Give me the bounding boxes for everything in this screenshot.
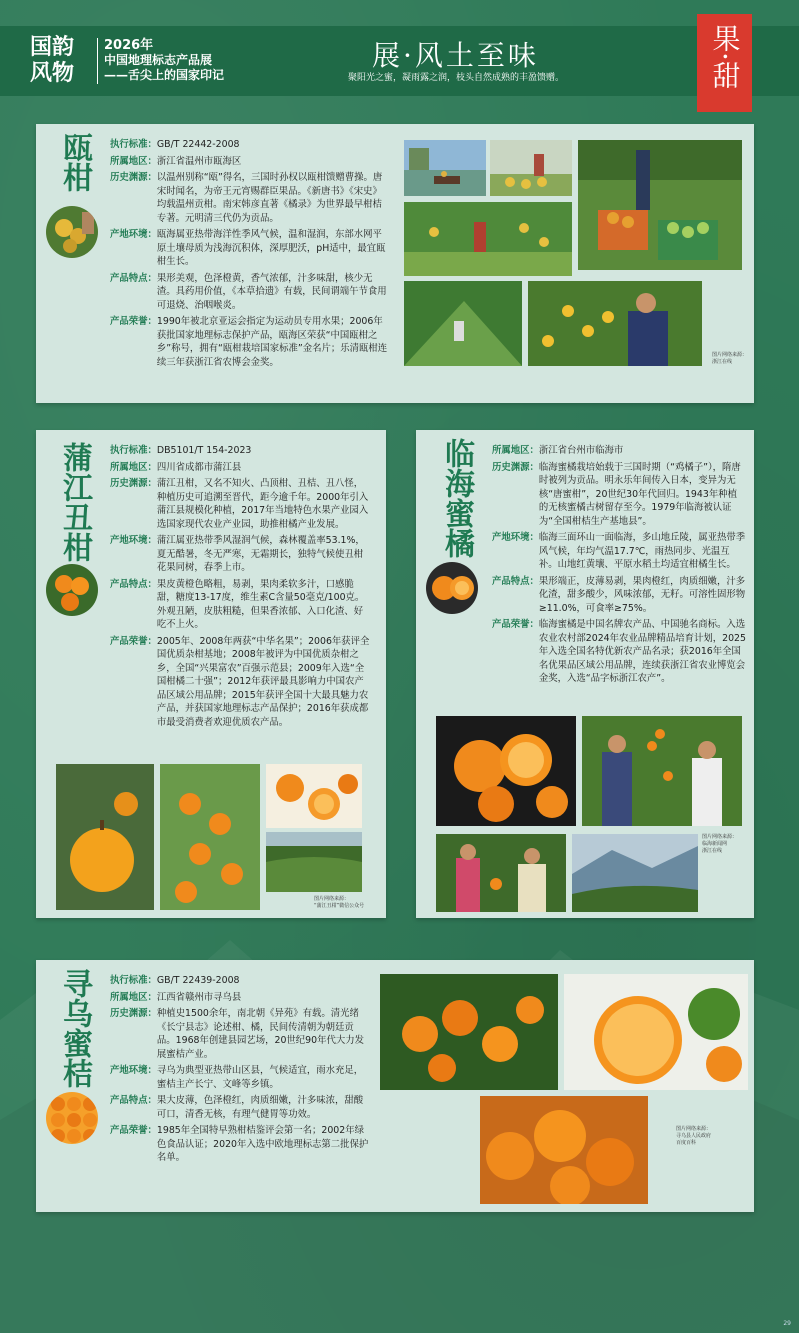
section-title: 展·风土至味 — [372, 39, 539, 72]
field-value: 种植史1500余年，南北朝《异苑》有载。清光绪《长宁县志》论述柑、橘，民间传清朝为朝廷贡品。1968年创建县园艺场，20世纪90年代大力发展蜜桔产业。 — [156, 1008, 364, 1060]
credit-source: “蒲江丑柑”微信公众号 — [314, 903, 365, 909]
field-value: 果皮黄橙色略粗，易剥，果肉柔软多汁，口感脆甜，糖度13-17度，维生素C含量50毫克/100克。外观丑陋，皮肤粗糙，但果香浓郁、入口化渣、好吃不上火。 — [156, 578, 365, 630]
field-honors — [110, 315, 390, 369]
photo-chougan-tree — [160, 764, 260, 910]
field-value: DB5101/T 154-2023 — [156, 445, 252, 456]
product-emblem-photo — [46, 564, 98, 616]
field-value: 瓯海属亚热带海洋性季风气候，温和湿润，东部水网平原土壤母质为浅海沉积体，深厚肥沃，pH适中，最宜瓯柑生长。 — [156, 229, 386, 267]
field-features — [492, 575, 746, 616]
field-features — [110, 272, 390, 313]
product-fields — [110, 974, 372, 1168]
photo-chougan-orchard — [266, 832, 362, 892]
photo-farmer-with-fruit — [528, 281, 702, 366]
field-label: 所属地区： — [110, 155, 157, 167]
credit-source: 寻乌县人民政府 — [676, 1133, 712, 1139]
photo-credit — [314, 896, 364, 910]
field-value: GB/T 22442-2008 — [156, 139, 240, 150]
credit-label: 图片网络来源： — [676, 1126, 712, 1132]
credit-source: 浙江在线 — [702, 848, 723, 854]
field-standard — [110, 444, 372, 458]
field-label: 产地环境： — [110, 535, 157, 546]
photo-credit — [676, 1126, 711, 1147]
category-tag-text: 果·甜 — [708, 24, 742, 89]
credit-label: 图片网络来源： — [712, 352, 748, 358]
product-fields — [110, 444, 372, 732]
field-value: 1990年被北京亚运会指定为运动员专用水果；2006年获批国家地理标志保护产品，瓯海区荣获“中国瓯柑之乡”称号，拥有“瓯柑栽培国家标准”金名片；乐清瓯柑连续三年获浙江省农博会金奖。 — [156, 316, 388, 368]
photo-harvest-crates — [578, 140, 742, 270]
product-emblem-photo — [46, 1092, 98, 1144]
field-value: 江西省赣州市寻乌县 — [156, 991, 242, 1003]
field-region — [492, 444, 746, 458]
field-environment — [492, 531, 746, 572]
field-label: 产品特点： — [492, 575, 539, 587]
expo-title-block — [104, 38, 224, 83]
product-emblem-photo — [426, 562, 478, 614]
field-value: 1985年全国特早熟柑桔鉴评会第一名；2002年绿色食品认证；2020年入选中欧地理标志第二批保护名单。 — [156, 1125, 369, 1163]
product-emblem-photo — [46, 206, 98, 258]
field-value: 四川省成都市蒲江县 — [156, 461, 242, 473]
product-fields — [110, 138, 390, 372]
field-label: 历史渊源： — [110, 1008, 157, 1019]
field-region — [110, 991, 372, 1005]
field-value: 果形美观，色泽橙黄，香气浓郁，汁多味甜，核少无渣。具药用价值，《本草拾遗》有载，民间谓端午节食用可退烧、治咽喉炎。 — [156, 272, 387, 311]
product-fields — [492, 444, 746, 689]
field-label: 产品荣誉： — [110, 316, 157, 327]
photo-miju-sliced — [564, 974, 748, 1090]
photo-mijv-picker — [436, 834, 566, 912]
field-value: 蒲江属亚热带季风湿润气候，森林覆盖率53.1%，夏无酷暑，冬无严寒，无霜期长，独特气候使丑柑花果同树，春季上市。 — [156, 535, 365, 573]
field-label: 产地环境： — [110, 229, 157, 240]
field-value: 蒲江丑柑，又名不知火、凸顶柑、丑桔、丑八怪，种植历史可追溯至晋代，距今逾千年。2000年引入蒲江县规模化种植，2017年当地特色水果产业园入选国家现代农业产业园，助推柑橘产业发展。 — [156, 478, 369, 530]
product-card-ougan — [36, 124, 754, 403]
field-label: 执行标准： — [110, 975, 157, 986]
credit-label: 图片网络来源： — [314, 896, 350, 902]
credit-source: 浙江在线 — [712, 359, 733, 365]
field-label: 历史渊源： — [110, 478, 157, 489]
expo-year: 2026年 — [104, 38, 154, 53]
field-honors — [110, 635, 372, 730]
product-card-linhai-mijv — [416, 430, 754, 918]
field-features — [110, 1094, 372, 1121]
field-value: 果形端正，皮薄易剥，果肉橙红，肉质细嫩，汁多化渣，甜多酸少，风味浓郁，无籽。可溶性固形物≥11.0%，可食率≥75%。 — [538, 575, 746, 614]
field-value: 果大皮薄，色泽橙红，肉质细嫩，汁多味浓，甜酸可口，清香无核，有理气健胃等功效。 — [156, 1095, 364, 1120]
product-name: 蒲江丑柑 — [57, 442, 92, 562]
credit-label: 图片网络来源： — [702, 834, 738, 840]
field-history — [110, 171, 390, 225]
field-history — [110, 477, 372, 531]
page-number: 29 — [783, 1320, 791, 1327]
field-value: 寻乌为典型亚热带山区县，气候适宜，雨水充足，蜜桔主产长宁、文峰等乡镇。 — [156, 1065, 364, 1090]
field-history — [110, 1007, 372, 1061]
field-region — [110, 155, 390, 169]
field-value: 临海三面环山一面临海，多山地丘陵，属亚热带季风气候，年均气温17.7℃，雨热同步、光温互补。山地红黄壤、平原水稻土均适宜柑橘生长。 — [538, 532, 746, 570]
field-label: 所属地区： — [110, 991, 157, 1003]
field-history — [492, 461, 746, 529]
field-label: 产品荣誉： — [492, 619, 539, 630]
field-region — [110, 461, 372, 475]
field-value: 以温州别称“瓯”得名，三国时孙权以瓯柑馈赠曹操。唐宋时闻名，为帝王元宵赐群臣果品。《新唐书》《宋史》均载温州贡柑。南宋韩彦直著《橘录》为世界最早柑桔专著。元明清三代仍为贡品。 — [156, 172, 383, 224]
credit-source: 百度百科 — [676, 1140, 697, 1146]
section-subtitle: 聚阳光之蜜，凝雨露之润，枝头自然成熟的丰盈馈赠。 — [348, 73, 565, 83]
photo-credit — [712, 352, 747, 366]
field-standard — [110, 974, 372, 988]
field-value: 浙江省温州市瓯海区 — [156, 155, 242, 167]
field-standard — [110, 138, 390, 152]
product-card-xunwu-miju — [36, 960, 754, 1212]
category-tag — [697, 14, 752, 112]
photo-mijv-inspection — [582, 716, 742, 826]
photo-miju-branch — [380, 974, 558, 1090]
photo-tree-picking — [404, 202, 572, 276]
photo-chougan-cut — [266, 764, 362, 828]
field-value: 临海蜜橘栽培始载于三国时期（“鸡橘子”），隋唐时被列为贡品。明永乐年间传入日本，变异为无核“唐蜜柑”，20世纪30年代回归。1943年种植的无核蜜橘古树留存至今。1979年临海被认证为“全国柑桔生产基地县”。 — [538, 461, 741, 527]
field-environment — [110, 228, 390, 269]
field-label: 执行标准： — [110, 445, 157, 456]
field-label: 历史渊源： — [492, 461, 539, 473]
product-name: 临海蜜橘 — [439, 438, 474, 558]
field-features — [110, 578, 372, 632]
product-name: 寻乌蜜桔 — [57, 968, 92, 1088]
logo-divider — [97, 38, 98, 84]
field-label: 历史渊源： — [110, 172, 157, 183]
exhibit-logo: 国韵风物 — [30, 34, 75, 86]
expo-subtitle: ——舌尖上的国家印记 — [104, 68, 225, 82]
credit-source: 临海新闻网 — [702, 841, 728, 847]
photo-credit — [702, 834, 737, 855]
field-label: 所属地区： — [492, 445, 539, 456]
field-label: 产品特点： — [110, 272, 157, 284]
expo-name: 中国地理标志产品展 — [104, 53, 213, 67]
photo-chougan-closeup — [56, 764, 154, 910]
field-value: 2005年、2008年两获“中华名果”；2006年获评全国优质杂柑基地；2008年被评为中国优质杂柑之乡，全国“兴果富农”百强示范县；2009年入选“全国柑橘二十强”；2012年获评最具影响力中国农产品区域公用品牌；2015年获评全国十大最具魅力农产品，并获国家地理标志产品保护；2016年获成都市最受消费者欢迎优质农产品。 — [156, 635, 370, 728]
field-label: 产地环境： — [110, 1065, 157, 1076]
product-card-pujiang-chougan — [36, 430, 386, 918]
field-label: 执行标准： — [110, 139, 157, 150]
photo-miju-pile — [480, 1096, 648, 1204]
field-honors — [110, 1124, 372, 1165]
photo-orchard-workers — [490, 140, 572, 196]
photo-field-rows — [404, 281, 522, 366]
field-label: 产品特点： — [110, 578, 157, 590]
field-value: 浙江省台州市临海市 — [538, 445, 624, 456]
field-value: GB/T 22439-2008 — [156, 975, 240, 986]
field-label: 产品特点： — [110, 1095, 157, 1106]
field-environment — [110, 1064, 372, 1091]
photo-river-boats — [404, 140, 486, 196]
photo-mijv-mountain-orchard — [572, 834, 698, 912]
product-name: 瓯柑 — [57, 132, 92, 192]
field-label: 产品荣誉： — [110, 1125, 157, 1136]
field-value: 临海蜜橘是中国名牌农产品、中国驰名商标。入选农业农村部2024年农业品牌精品培育计划，2025年入选全国名特优新农产品名录；获2016年全国名优果品区域公用品牌，连续获浙江省农业博览会金奖，入选“品字标浙江农产”。 — [538, 619, 746, 684]
field-label: 产地环境： — [492, 532, 539, 543]
field-environment — [110, 534, 372, 575]
field-honors — [492, 618, 746, 686]
photo-mijv-halves — [436, 716, 576, 826]
field-label: 产品荣誉： — [110, 635, 157, 647]
field-label: 所属地区： — [110, 461, 157, 473]
